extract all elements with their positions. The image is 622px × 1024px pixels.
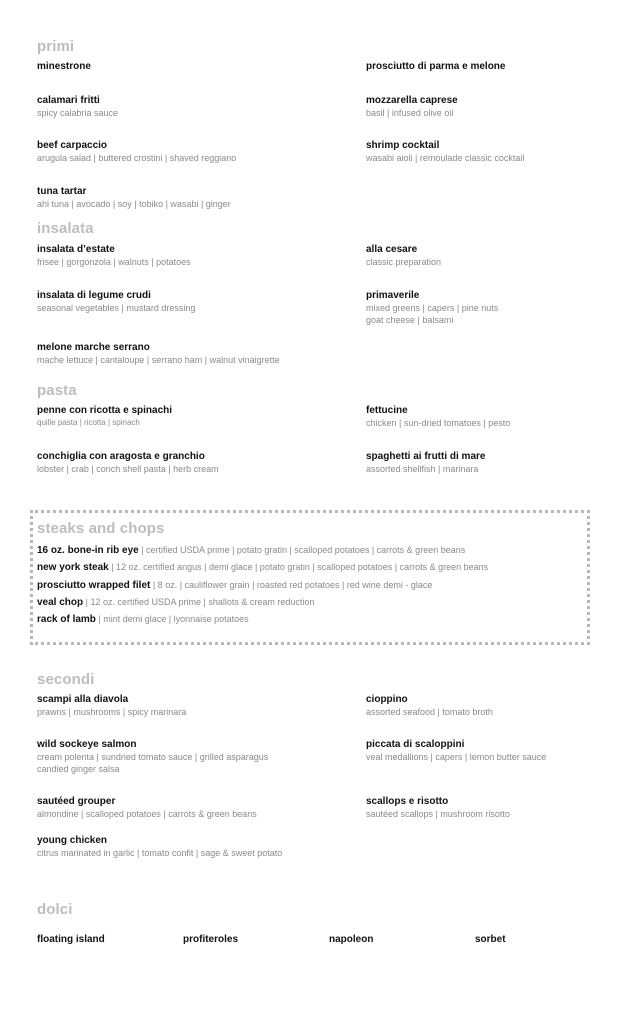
item-name: rack of lamb (37, 614, 96, 625)
item-description: citrus marinated in garlic | tomato confit | sage & sweet potato (37, 848, 283, 858)
item-description: quille pasta | ricotta | spinach (37, 418, 140, 427)
item-description: | mint demi glace | lyonnaise potatoes (95, 614, 249, 624)
item-description: lobster | crab | conch shell pasta | herb cream (37, 464, 219, 474)
menu-item (37, 738, 287, 775)
item-name: beef carpaccio (37, 140, 108, 151)
menu-item (366, 139, 606, 164)
description-line: candied ginger salsa (37, 764, 120, 774)
menu-item (37, 795, 287, 820)
item-description: | certified USDA prime | potato gratin | scalloped potatoes | carrots & green beans (138, 545, 466, 555)
item-name: scallops e risotto (366, 796, 449, 807)
menu-item (37, 693, 287, 718)
item-name: spaghetti ai frutti di mare (366, 451, 486, 462)
item-name: cioppino (366, 694, 408, 705)
menu-item (366, 60, 606, 73)
steak-row (37, 594, 314, 610)
item-name: insalata di legume crudi (37, 290, 151, 301)
menu-item (37, 834, 287, 859)
menu-item (366, 94, 606, 119)
item-name: insalata d’estate (37, 244, 115, 255)
steak-row (37, 611, 249, 627)
menu-item (366, 693, 606, 718)
steak-row (37, 559, 488, 575)
item-description: ahi tuna | avocado | soy | tobiko | wasabi | ginger (37, 199, 231, 209)
item-name: new york steak (37, 562, 109, 573)
section-title-dolci: dolci (37, 901, 73, 918)
item-description: almondine | scalloped potatoes | carrots & green beans (37, 809, 257, 819)
item-name: calamari fritti (37, 95, 100, 106)
steak-row (37, 542, 465, 558)
item-description: frisee | gorgonzola | walnuts | potatoes (37, 257, 191, 267)
item-name: veal chop (37, 597, 84, 608)
section-title-primi: primi (37, 38, 75, 55)
item-name: piccata di scaloppini (366, 739, 465, 750)
menu-item (37, 94, 287, 119)
item-name: sautéed grouper (37, 796, 116, 807)
item-description: arugula salad | buttered crostini | shaved reggiano (37, 153, 237, 163)
item-name: melone marche serrano (37, 342, 150, 353)
menu-item (366, 450, 606, 475)
dolci-item: napoleon (329, 934, 374, 945)
description-line: mixed greens | capers | pine nuts (366, 303, 499, 313)
menu-item (37, 60, 287, 73)
steak-row (37, 577, 432, 593)
item-description: classic preparation (366, 257, 442, 267)
menu-item (366, 738, 606, 763)
item-name: penne con ricotta e spinachi (37, 405, 173, 416)
menu-item (37, 289, 287, 314)
item-description: assorted shellfish | marinara (366, 464, 479, 474)
item-description: | 8 oz. | cauliflower grain | roasted red potatoes | red wine demi - glace (150, 580, 433, 590)
item-description (366, 302, 606, 326)
item-description: spicy calabria sauce (37, 108, 119, 118)
section-title-secondi: secondi (37, 671, 95, 688)
item-name: wild sockeye salmon (37, 739, 137, 750)
item-description: wasabi aioli | remoulade classic cocktail (366, 153, 525, 163)
dolci-item: sorbet (475, 934, 506, 945)
dolci-item: profiteroles (183, 934, 239, 945)
menu-item (37, 450, 287, 475)
menu-item (37, 243, 287, 268)
item-name: young chicken (37, 835, 108, 846)
item-name: alla cesare (366, 244, 418, 255)
item-description: sautéed scallops | mushroom risotto (366, 809, 510, 819)
menu-item (37, 139, 287, 164)
item-name: fettucine (366, 405, 408, 416)
description-line: cream polenta | sundried tomato sauce | grilled asparagus (37, 752, 269, 762)
item-name: prosciutto wrapped filet (37, 580, 151, 591)
item-name: shrimp cocktail (366, 140, 440, 151)
section-title-pasta: pasta (37, 382, 77, 399)
item-name: scampi alla diavola (37, 694, 129, 705)
item-description: chicken | sun-dried tomatoes | pesto (366, 418, 511, 428)
item-description: seasonal vegetables | mustard dressing (37, 303, 196, 313)
item-description: | 12 oz. certified USDA prime | shallots & cream reduction (83, 597, 315, 607)
item-name: prosciutto di parma e melone (366, 61, 506, 72)
section-title-steaks: steaks and chops (37, 520, 165, 537)
item-name: minestrone (37, 61, 91, 72)
item-description: veal medallions | capers | lemon butter sauce (366, 752, 547, 762)
item-description: basil | infused olive oil (366, 108, 454, 118)
item-name: conchiglia con aragosta e granchio (37, 451, 205, 462)
menu-item (366, 289, 606, 326)
item-description: assorted seafood | tomato broth (366, 707, 493, 717)
description-line: goat cheese | balsami (366, 315, 454, 325)
menu-item (37, 404, 287, 429)
menu-item (37, 185, 287, 210)
item-description (37, 751, 287, 775)
item-name: primaverile (366, 290, 420, 301)
item-name: mozzarella caprese (366, 95, 458, 106)
menu-item (366, 404, 606, 429)
item-name: 16 oz. bone-in rib eye (37, 545, 139, 556)
menu-item (366, 795, 606, 820)
section-title-insalata: insalata (37, 220, 94, 237)
item-description: mache lettuce | cantaloupe | serrano ham | walnut vinaigrette (37, 355, 280, 365)
item-name: tuna tartar (37, 186, 87, 197)
item-description: | 12 oz. certified angus | demi glace | potato gratin | scalloped potatoes | carrots & green beans (108, 562, 489, 572)
menu-item (37, 341, 287, 366)
dolci-item: floating island (37, 934, 105, 945)
item-description: prawns | mushrooms | spicy marinara (37, 707, 187, 717)
menu-item (366, 243, 606, 268)
